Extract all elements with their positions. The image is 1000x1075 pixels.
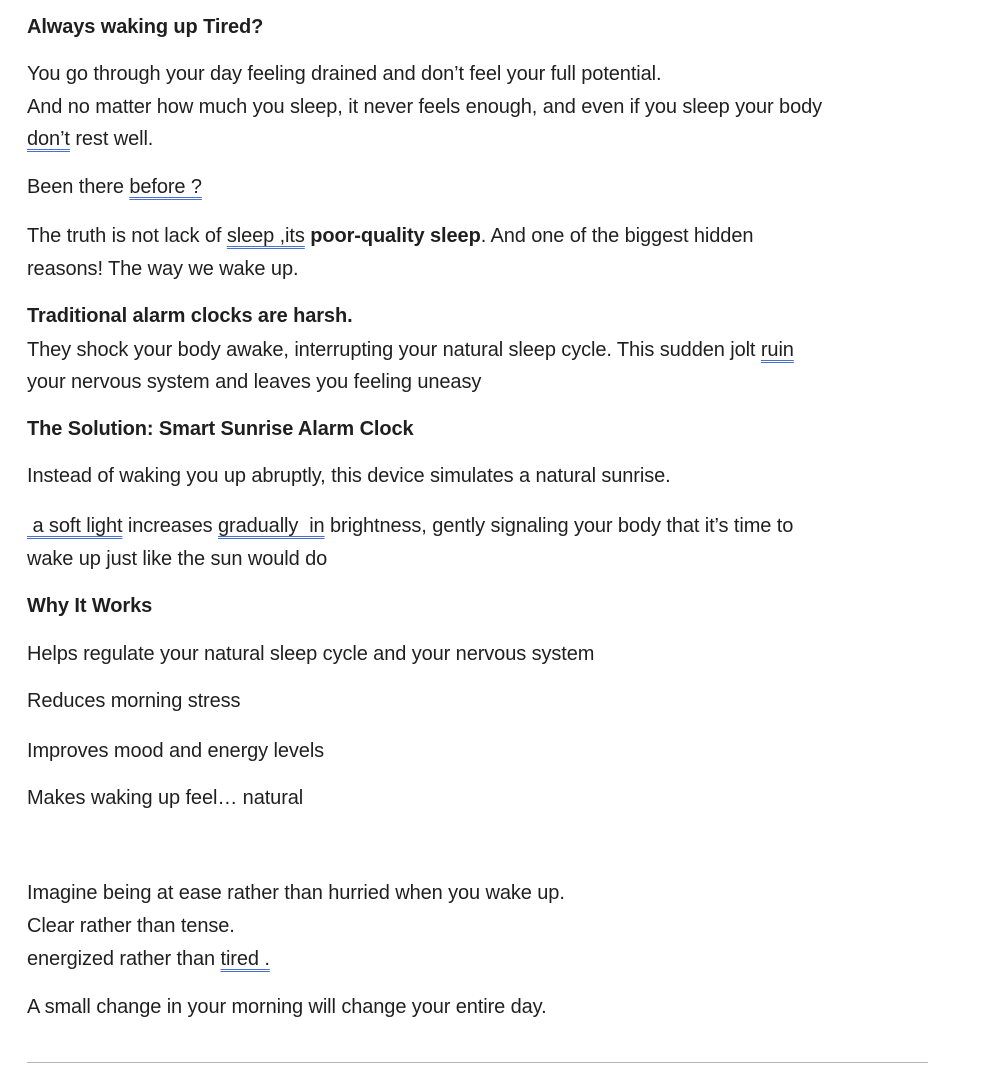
spellcheck-flag[interactable]: tired . <box>220 948 270 970</box>
traditional-line-1 <box>27 336 794 364</box>
spellcheck-flag[interactable]: sleep ,its <box>226 225 305 247</box>
spellcheck-flag[interactable]: gradually in <box>218 515 325 537</box>
solution-line-3: wake up just like the sun would do <box>27 548 328 570</box>
horizontal-rule <box>27 1062 928 1063</box>
truth-line-2: reasons! The way we wake up. <box>27 258 299 280</box>
truth-line-1 <box>27 222 753 250</box>
heading-solution: The Solution: Smart Sunrise Alarm Clock <box>27 418 414 440</box>
text-run: increases <box>122 515 219 537</box>
intro-line-1: You go through your day feeling drained and don’t feel your full potential. <box>27 63 662 85</box>
been-there-line <box>27 173 202 201</box>
closing-line: A small change in your morning will change your entire day. <box>27 996 547 1018</box>
text-run: energized rather than <box>27 948 221 970</box>
text-run: The truth is not lack of <box>27 225 227 247</box>
heading-why-it-works: Why It Works <box>27 595 153 617</box>
text-run: Been there <box>27 176 130 198</box>
heading-always-tired: Always waking up Tired? <box>27 16 264 38</box>
bold-text-run: poor-quality sleep <box>310 225 481 247</box>
why-item: Reduces morning stress <box>27 690 241 712</box>
why-item: Makes waking up feel… natural <box>27 787 304 809</box>
text-run: They shock your body awake, interrupting your natural sleep cycle. This sudden jolt <box>27 339 761 361</box>
traditional-line-2: your nervous system and leaves you feeling uneasy <box>27 371 482 393</box>
solution-line-2 <box>27 512 793 540</box>
imagine-line-1: Imagine being at ease rather than hurried when you wake up. <box>27 882 565 904</box>
intro-line-2: And no matter how much you sleep, it never feels enough, and even if you sleep your body <box>27 96 823 118</box>
why-item: Improves mood and energy levels <box>27 740 325 762</box>
solution-line-1: Instead of waking you up abruptly, this device simulates a natural sunrise. <box>27 465 671 487</box>
intro-line-3 <box>27 125 153 153</box>
spellcheck-flag[interactable]: before ? <box>129 176 202 198</box>
imagine-line-2: Clear rather than tense. <box>27 915 235 937</box>
spellcheck-flag[interactable]: don’t <box>27 128 70 150</box>
text-run: brightness, gently signaling your body that it’s time to <box>324 515 794 537</box>
heading-traditional-alarms: Traditional alarm clocks are harsh. <box>27 305 353 327</box>
imagine-line-3 <box>27 945 270 973</box>
spellcheck-flag[interactable]: a soft light <box>27 515 123 537</box>
why-item: Helps regulate your natural sleep cycle and your nervous system <box>27 643 595 665</box>
spellcheck-flag[interactable]: ruin <box>760 339 794 361</box>
text-run: rest well. <box>69 128 154 150</box>
text-run: . And one of the biggest hidden <box>480 225 754 247</box>
